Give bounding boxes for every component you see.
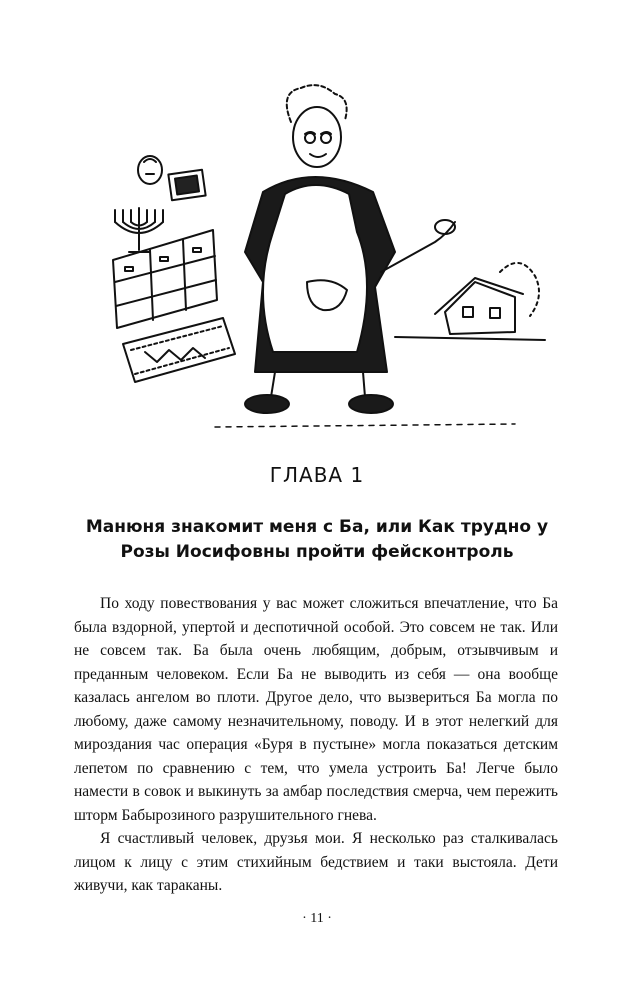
ground-line	[215, 424, 515, 427]
grandma-drawing	[245, 85, 455, 413]
house-drawing	[395, 263, 545, 340]
dresser-drawing	[113, 230, 217, 328]
paragraph: Я счастливый человек, друзья мои. Я несколько раз сталкивалась лицом к лицу с этим стихийным бедствием и таки выстояла. Дети живучи, как тараканы.	[74, 830, 558, 894]
wall-portrait-small	[138, 156, 162, 184]
chapter-illustration	[95, 82, 550, 452]
rug-drawing	[123, 318, 235, 382]
body-text	[74, 592, 558, 898]
menorah-drawing	[115, 208, 163, 252]
chapter-heading: ГЛАВА 1	[269, 463, 365, 487]
page-number: · 11 ·	[302, 911, 332, 926]
chapter-title: Манюня знакомит меня с Ба, или Как трудно у Розы Иосифовны пройти фейсконтроль	[85, 517, 549, 562]
paragraph: По ходу повествования у вас может сложиться впечатление, что Ба была вздорной, упертой и деспотичной особой. Это совсем не так. Или не совсем так. Ба была очень любящим, добрым, отзывчивым и преданным человеком. Если Ба не выводить из себя — она вообще казалась ангелом во плоти. Другое дело, что вызвериться Ба могла по любому, даже самому незначительному, поводу. И в этот нелегкий для мироздания час операция «Буря в пустыне» могла показаться детским лепетом по сравнению с тем, что умела устроить Ба! Легче было намести в совок и выкинуть за амбар последствия смерча, чем пережить шторм Бабырозиного разрушительного гнева.	[74, 595, 558, 824]
wall-portrait-frame	[168, 170, 205, 200]
